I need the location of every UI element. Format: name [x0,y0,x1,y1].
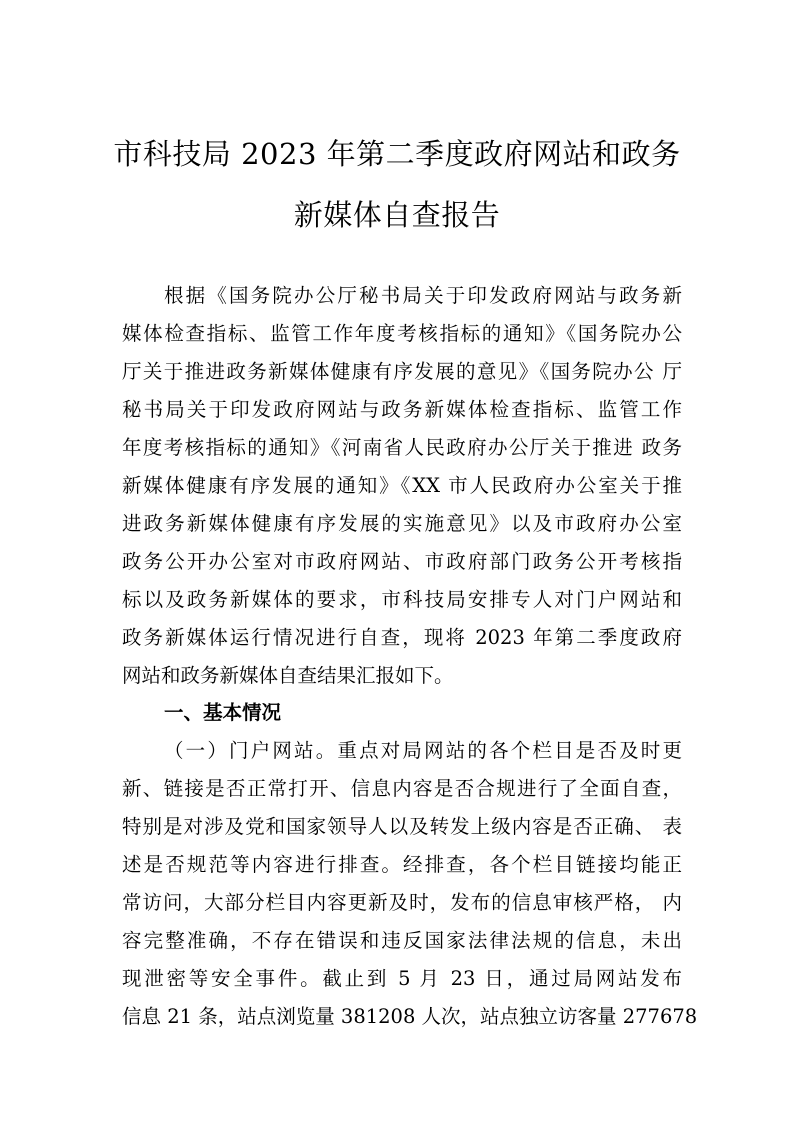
title-line-2: 新媒体自查报告 [293,198,501,232]
body-line: 述是否规范等内容进行排查。经排查，各个栏目链接均能正 [122,853,682,876]
intro-line: 秘书局关于印发政府网站与政务新媒体检查指标、监管工作 [122,398,682,421]
body-line: 常访问，大部分栏目内容更新及时，发布的信息审核严格， 内 [122,891,682,914]
intro-line: 政务公开办公室对市政府网站、市政府部门政务公开考核指 [122,550,682,573]
intro-line: 进政务新媒体健康有序发展的实施意见》以及市政府办公室 [122,512,682,535]
intro-line: 网站和政务新媒体自查结果汇报如下。 [122,664,454,687]
body-line: 特别是对涉及党和国家领导人以及转发上级内容是否正确、 表 [122,815,682,838]
title-line-1: 市科技局 2023 年第二季度政府网站和政务 [113,137,681,171]
intro-line: 媒体检查指标、监管工作年度考核指标的通知》《国务院办公 [122,322,682,345]
intro-line: 根据《国务院办公厅秘书局关于印发政府网站与政务新 [164,284,682,307]
intro-line: 厅关于推进政务新媒体健康有序发展的意见》《国务院办公 厅 [122,360,682,383]
subsection-label: （一）门户网站。 [164,739,338,762]
section-heading: 一、基本情况 [164,701,282,724]
body-line: 信息 21 条，站点浏览量 381208 人次，站点独立访客量 277678 [122,1005,698,1028]
body-line: 现泄密等安全事件。截止到 5 月 23 日，通过局网站发布 [122,967,682,990]
intro-line: 政务新媒体运行情况进行自查，现将 2023 年第二季度政府 [122,626,682,649]
body-line: 容完整准确，不存在错误和违反国家法律法规的信息，未出 [122,929,682,952]
subsection-first-line [164,737,682,765]
intro-line: 新媒体健康有序发展的通知》《XX 市人民政府办公室关于推 [122,474,682,497]
intro-line: 标以及政务新媒体的要求，市科技局安排专人对门户网站和 [122,588,682,611]
body-line: 新、链接是否正常打开、信息内容是否合规进行了全面自查， [122,777,682,800]
subsection-first-text: 重点对局网站的各个栏目是否及时更 [337,739,682,762]
intro-line: 年度考核指标的通知》《河南省人民政府办公厅关于推进 政务 [122,436,682,459]
